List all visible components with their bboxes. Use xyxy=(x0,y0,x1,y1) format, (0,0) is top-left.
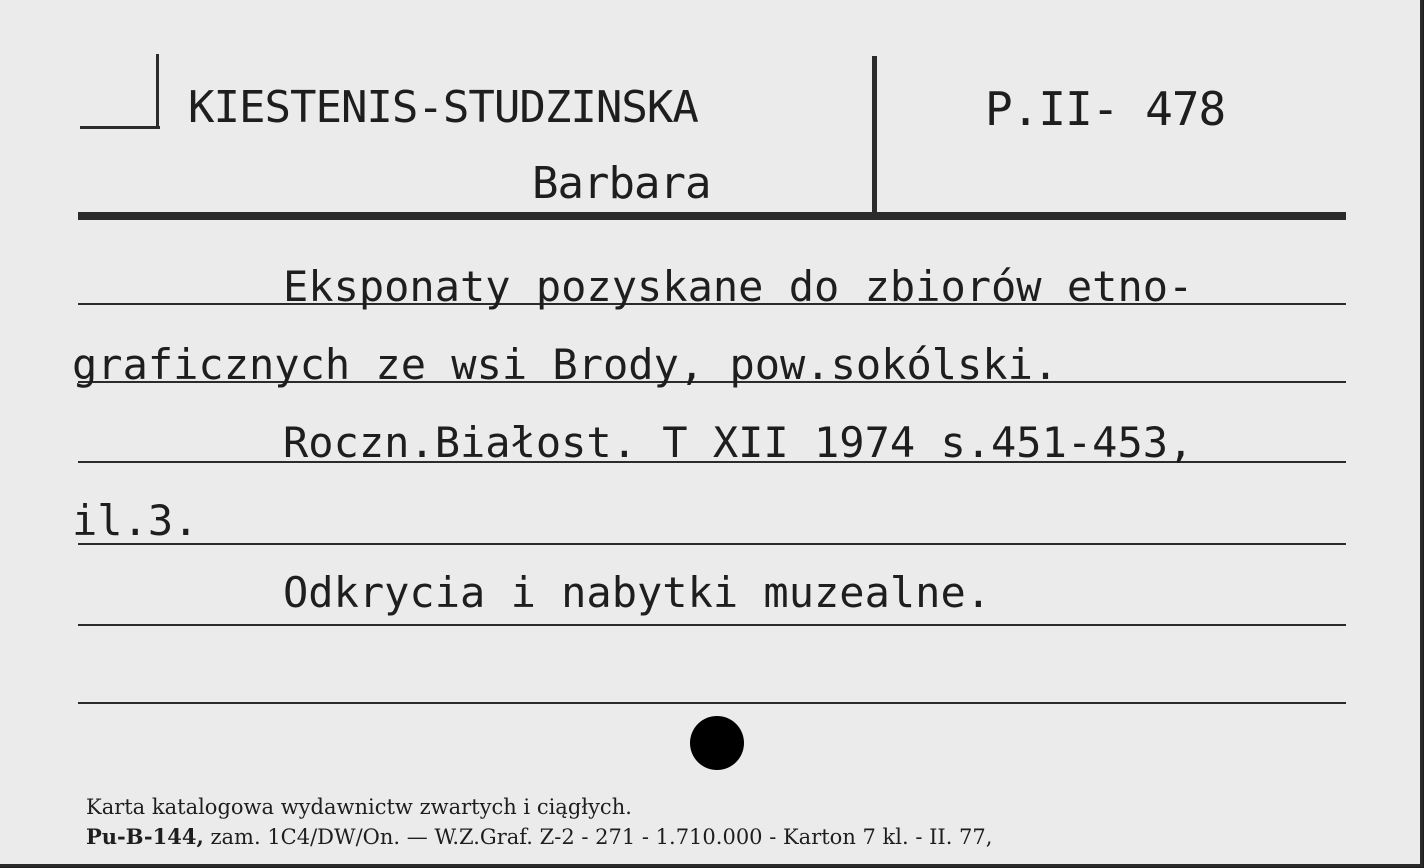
author-surname: KIESTENIS-STUDZINSKA xyxy=(188,82,698,133)
footer-print-details: zam. 1C4/DW/On. — W.Z.Graf. Z-2 - 271 - 1.710.000 - Karton 7 kl. - II. 77, xyxy=(210,825,993,849)
indent-marker-bottom xyxy=(80,126,160,129)
ruled-line-4 xyxy=(78,543,1346,545)
author-forename: Barbara xyxy=(532,158,711,209)
footer-form-code: Pu-B-144, xyxy=(86,824,204,849)
header-rule-thick xyxy=(78,212,1346,220)
source-line-1: Roczn.Białost. T XII 1974 s.451-453, xyxy=(283,418,1194,467)
source-line-2: il.3. xyxy=(72,496,199,545)
indent-marker-side xyxy=(156,54,159,128)
footer-line-2 xyxy=(86,824,992,849)
call-number: P.II- 478 xyxy=(985,82,1226,136)
ruled-line-5 xyxy=(78,624,1346,626)
punch-hole xyxy=(690,716,744,770)
footer-line-1: Karta katalogowa wydawnictw zwartych i ciągłych. xyxy=(86,795,632,819)
title-line-1: Eksponaty pozyskane do zbiorów etno- xyxy=(283,262,1194,311)
header-divider-vertical xyxy=(872,56,877,214)
subject-heading: Odkrycia i nabytki muzealne. xyxy=(283,568,992,617)
ruled-line-6 xyxy=(78,702,1346,704)
title-line-2: graficznych ze wsi Brody, pow.sokólski. xyxy=(72,340,1059,389)
